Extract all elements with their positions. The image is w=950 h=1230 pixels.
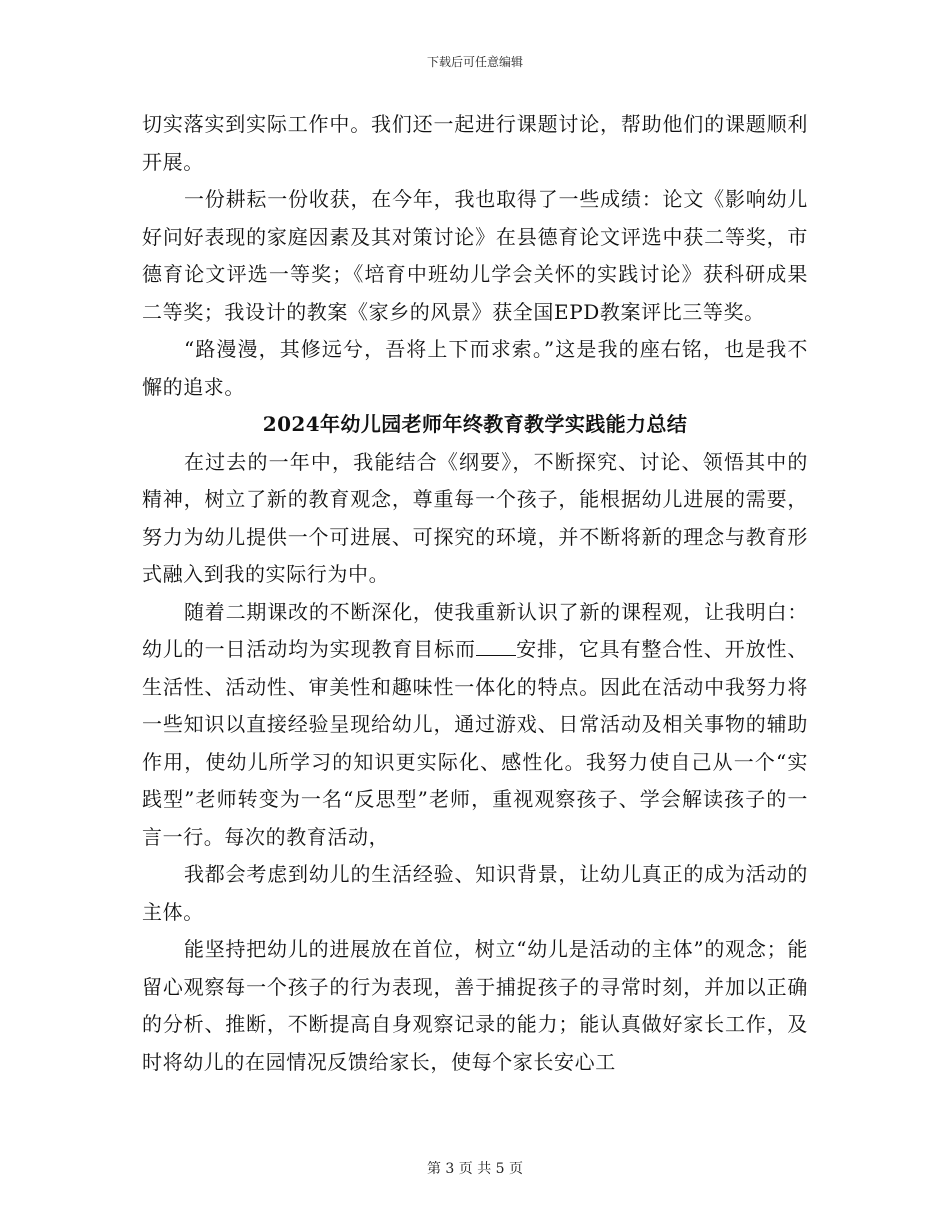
- paragraph-4: 在过去的一年中，我能结合《纲要》，不断探究、讨论、领悟其中的精神，树立了新的教育观念，尊重每一个孩子，能根据幼儿进展的需要，努力为幼儿提供一个可进展、可探究的环境，并不断将新的理念与教育形式融入到我的实际行为中。: [142, 449, 808, 586]
- page-number: 第 3 页 共 5 页: [426, 1161, 524, 1177]
- section-title: 2024年幼儿园老师年终教育教学实践能力总结: [262, 412, 688, 436]
- paragraph-3: “路漫漫，其修远兮，吾将上下而求索。”这是我的座右铭，也是我不懈的追求。: [142, 337, 808, 399]
- paragraph-5-part-1: 随着二期课改的不断深化，使我重新认识了新的课程观，让我明白：幼儿的一日活动均为实现教育目标而: [142, 599, 808, 661]
- document-body: [142, 106, 808, 1081]
- paragraph-1: 切实落实到实际工作中。我们还一起进行课题讨论，帮助他们的课题顺利开展。: [142, 112, 808, 174]
- paragraph-6: 我都会考虑到幼儿的生活经验、知识背景，让幼儿真正的成为活动的主体。: [142, 862, 808, 924]
- page-header: 下载后可任意编辑: [426, 55, 523, 69]
- paragraph-5-part-2: 安排，它具有整合性、开放性、生活性、活动性、审美性和趣味性一体化的特点。因此在活动中我努力将一些知识以直接经验呈现给幼儿，通过游戏、日常活动及相关事物的辅助作用，使幼儿所学习的知识更实际化、感性化。我努力使自己从一个“实践型”老师转变为一名“反思型”老师，重视观察孩子、学会解读孩子的一言一行。每次的教育活动，: [142, 637, 808, 849]
- fill-in-blank: [476, 637, 516, 656]
- paragraph-2: 一份耕耘一份收获，在今年，我也取得了一些成绩：论文《影响幼儿好问好表现的家庭因素及其对策讨论》在县德育论文评选中获二等奖，市德育论文评选一等奖；《培育中班幼儿学会关怀的实践讨论》获科研成果二等奖；我设计的教案《家乡的风景》获全国EPD教案评比三等奖。: [142, 187, 808, 324]
- paragraph-5: [142, 594, 808, 857]
- paragraph-7: 能坚持把幼儿的进展放在首位，树立“幼儿是活动的主体”的观念；能留心观察每一个孩子的行为表现，善于捕捉孩子的寻常时刻，并加以正确的分析、推断，不断提高自身观察记录的能力；能认真做好家长工作，及时将幼儿的在园情况反馈给家长，使每个家长安心工: [142, 937, 808, 1074]
